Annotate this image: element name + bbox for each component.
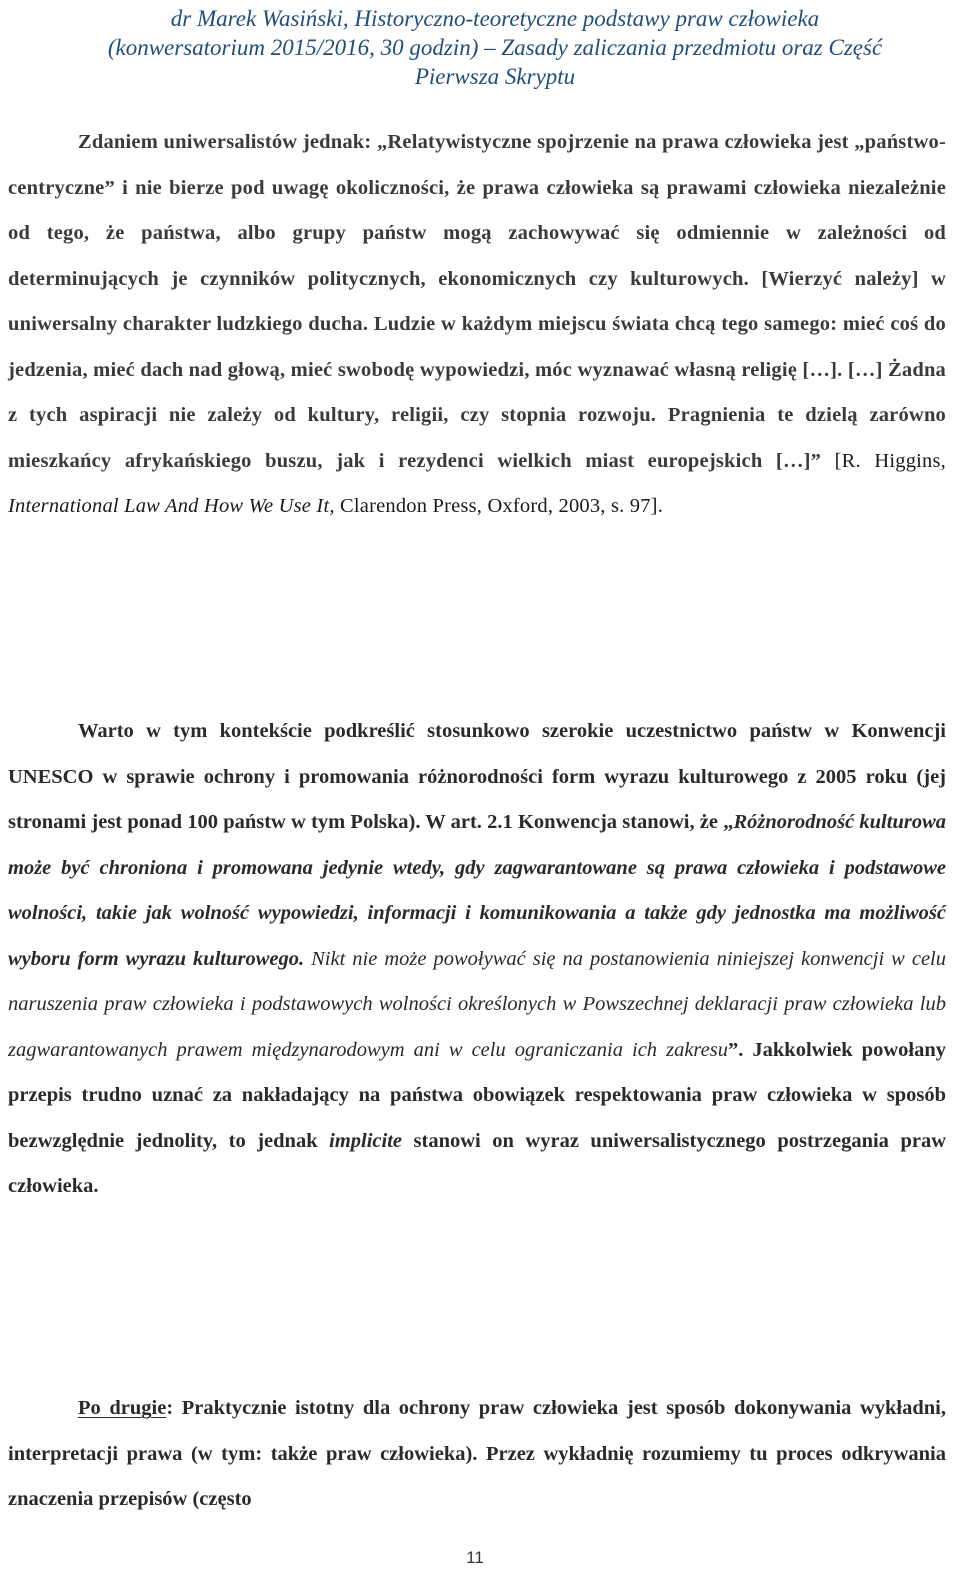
- citation-title: International Law And How We Use It,: [8, 495, 335, 517]
- paragraph-second-point: [8, 1386, 946, 1523]
- page-number: 11: [466, 1548, 484, 1567]
- citation-prefix: [R. Higgins,: [821, 449, 946, 472]
- citation-suffix: Clarendon Press, Oxford, 2003, s. 97].: [334, 495, 664, 517]
- paragraph-unesco-convention: [8, 709, 946, 1210]
- convention-quote-bold: Różnorodność kulturowa może być chroniona i promowana jedynie wtedy, gdy zagwarantowane są prawa człowieka i podstawowe wolności, takie jak wolność wypowiedzi, informacji i komunikowania a także gdy jednostka ma możliwość wyboru form wyrazu kulturowego.: [8, 811, 946, 970]
- header-line-3: Pierwsza Skryptu: [414, 64, 576, 89]
- quote-text: Zdaniem uniwersalistów jednak: „Relatywistyczne spojrzenie na prawa człowieka jest „państwo-centryczne” i nie bierze pod uwagę okoliczności, że prawa człowieka są prawami człowieka niezależnie od tego, że państwa, albo grupy państw mogą zachowywać się odmiennie w zależności od determinujących je czynników politycznych, ekonomicznych czy kulturowych. [Wierzyć należy] w uniwersalny charakter ludzkiego ducha. Ludzie w każdym miejscu świata chcą tego samego: mieć coś do jedzenia, mieć dach nad głową, mieć swobodę wypowiedzi, móc wyznawać własną religię […]. […] Żadna z tych aspiracji nie zależy od kultury, religii, czy stopnia rozwoju. Pragnienia te dzielą zarówno mieszkańcy afrykańskiego buszu, jak i rezydenci wielkich miast europejskich […]”: [8, 131, 946, 472]
- convention-conclusion: stanowi on wyraz uniwersalistycznego postrzegania praw człowieka.: [8, 1129, 946, 1197]
- convention-quote-plain: Nikt nie może powoływać się na postanowienia niniejszej konwencji w celu naruszenia praw człowieka i podstawowych wolności określonych w Powszechnej deklaracji praw człowieka lub zagwarantowanych prawem międzynarodowym ani w celu ograniczania ich zakresu: [8, 947, 946, 1061]
- paragraph-universalists-quote: [8, 120, 946, 530]
- header-line-1: dr Marek Wasiński, Historyczno-teoretyczne podstawy praw człowieka: [170, 6, 820, 31]
- convention-intro: Warto w tym kontekście podkreślić stosunkowo szerokie uczestnictwo państw w Konwencji UNESCO w sprawie ochrony i promowania różnorodności form wyrazu kulturowego z 2005 roku (jej stronami jest ponad 100 państw w tym Polska). W art. 2.1 Konwencja stanowi, że „: [8, 720, 946, 833]
- second-point-lead: Po drugie: [78, 1397, 167, 1419]
- running-header: [60, 4, 930, 91]
- second-point-text: : Praktycznie istotny dla ochrony praw człowieka jest sposób dokonywania wykładni, interpretacji prawa (w tym: także praw człowieka). Przez wykładnię rozumiemy tu proces odkrywania znaczenia przepisów (często: [8, 1397, 947, 1510]
- convention-commentary: ”. Jakkolwiek powołany przepis trudno uznać za nakładający na państwa obowiązek respektowania praw człowieka w sposób bezwzględnie jednolity, to jednak: [8, 1038, 946, 1152]
- implicite-term: implicite: [329, 1129, 402, 1152]
- header-line-2: (konwersatorium 2015/2016, 30 godzin) – Zasady zaliczania przedmiotu oraz Część: [107, 35, 883, 60]
